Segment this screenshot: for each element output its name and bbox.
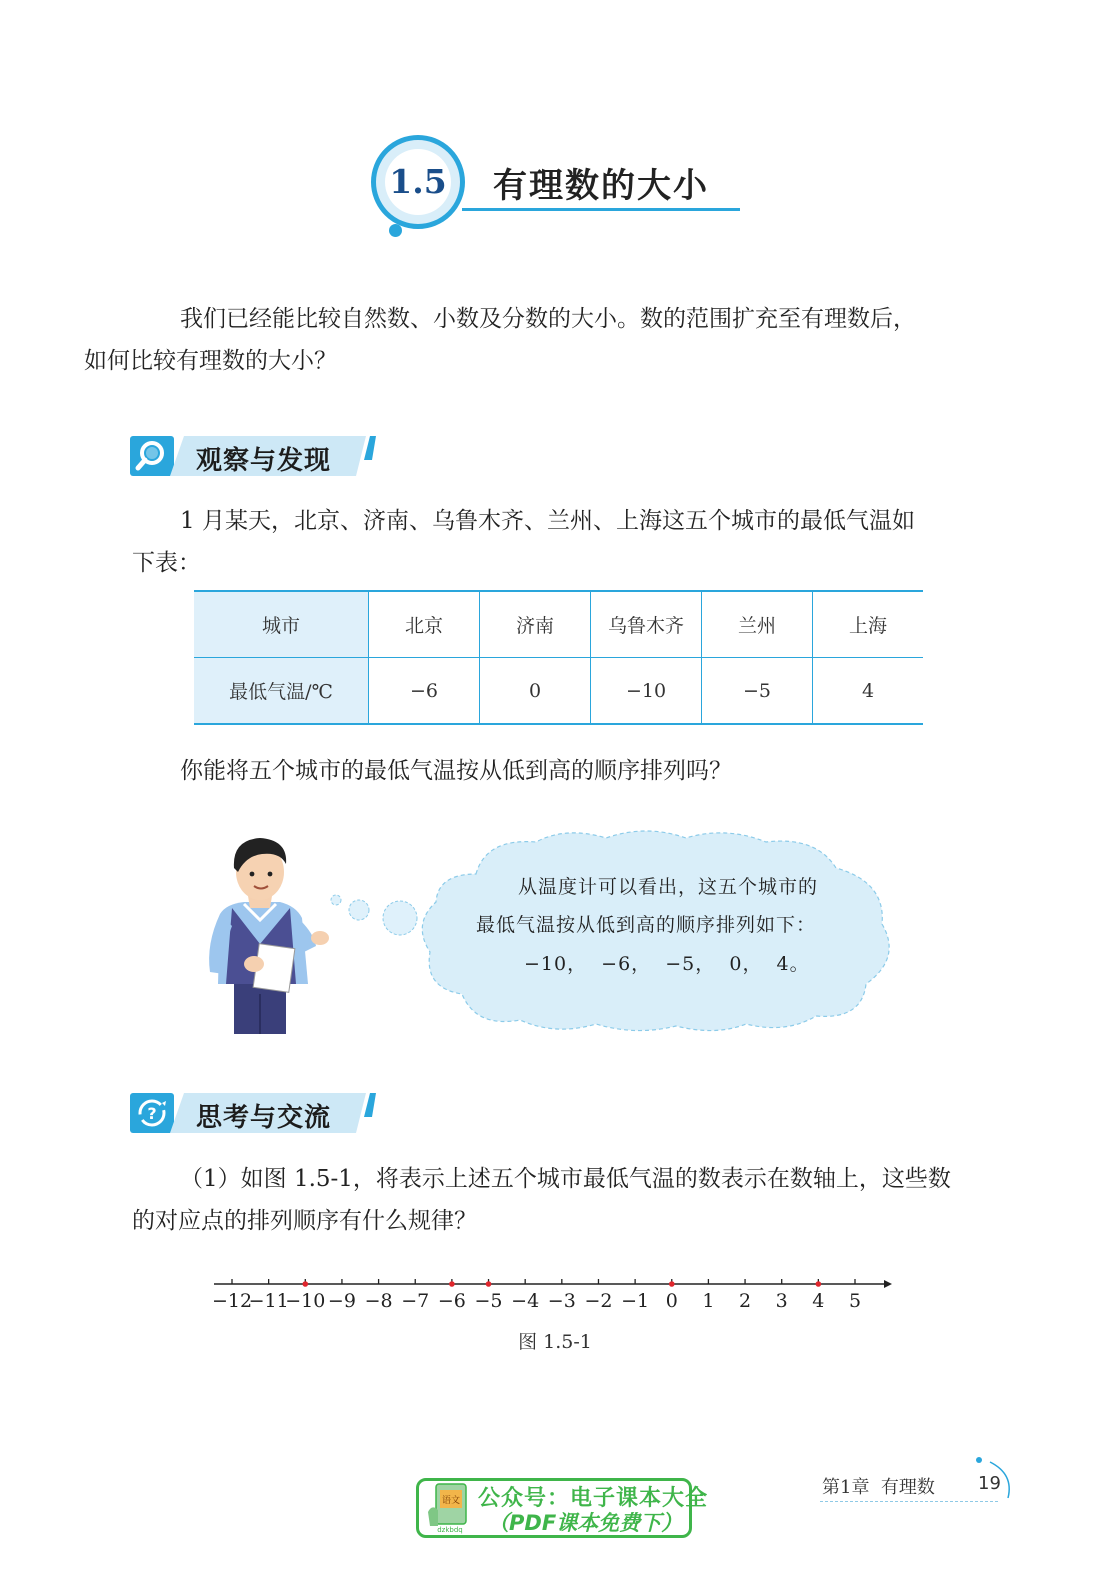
number-line-tick-label: −7 <box>401 1290 430 1312</box>
table-header-temp: 最低气温/℃ <box>194 658 369 725</box>
watermark-icon-caption: dzkbdq <box>437 1526 463 1534</box>
number-line-tick-label: −2 <box>584 1290 613 1312</box>
number-line-tick-label: −12 <box>211 1290 253 1312</box>
number-line-tick-label: −1 <box>621 1290 650 1312</box>
observe-question: 你能将五个城市的最低气温按从低到高的顺序排列吗？ <box>180 758 732 784</box>
number-line-tick-label: 1 <box>702 1290 715 1312</box>
table-cell-temp: −5 <box>702 658 813 725</box>
observe-line-1: 1 月某天，北京、济南、乌鲁木齐、兰州、上海这五个城市的最低气温如 <box>180 508 915 534</box>
footer-arc <box>970 1452 1020 1508</box>
section-dot <box>389 224 402 237</box>
table-cell-city: 乌鲁木齐 <box>591 591 702 658</box>
number-line-tick-label: −8 <box>364 1290 393 1312</box>
think-line-2: 的对应点的排列顺序有什么规律？ <box>132 1208 477 1234</box>
figure-caption: 图 1.5-1 <box>518 1331 592 1353</box>
number-line-tick-label: −6 <box>437 1290 466 1312</box>
speech-line-3: −10， −6， −5， 0， 4。 <box>524 953 810 975</box>
table-cell-city: 北京 <box>369 591 480 658</box>
number-line-arrow <box>884 1280 892 1288</box>
table-cell-city: 上海 <box>813 591 924 658</box>
number-line-tick-label: 2 <box>739 1290 752 1312</box>
section-underline <box>462 208 740 211</box>
think-banner-accent <box>360 1093 376 1133</box>
observe-banner-accent <box>360 436 376 476</box>
watermark-icon-text: 语文 <box>441 1496 461 1506</box>
question-cycle-icon <box>130 1093 174 1133</box>
number-line-tick-label: −4 <box>511 1290 540 1312</box>
number-line-point <box>816 1281 822 1287</box>
observe-icon-box <box>130 436 174 476</box>
number-line-point <box>486 1281 492 1287</box>
number-line-tick-label: 5 <box>848 1290 862 1312</box>
number-line-point <box>449 1281 455 1287</box>
speech-line-1: 从温度计可以看出，这五个城市的 <box>518 876 819 898</box>
table-cell-temp: −10 <box>591 658 702 725</box>
think-label: 思考与交流 <box>196 1103 332 1133</box>
section-number: 1.5 <box>389 162 447 201</box>
observe-label: 观察与发现 <box>196 446 332 476</box>
table-cell-temp: 4 <box>813 658 924 725</box>
section-title: 有理数的大小 <box>493 166 709 206</box>
footer-chapter: 第1章 有理数 <box>822 1477 935 1498</box>
speech-line-2: 最低气温按从低到高的顺序排列如下： <box>476 914 817 936</box>
number-line-tick-label: 0 <box>665 1290 678 1312</box>
number-line-tick-label: −11 <box>248 1290 289 1312</box>
intro-line-2: 如何比较有理数的大小？ <box>84 348 337 374</box>
page-number: 19 <box>978 1473 1001 1494</box>
temperature-table <box>194 590 923 725</box>
student-illustration <box>196 834 336 1034</box>
table-cell-city: 济南 <box>480 591 591 658</box>
observe-paragraph <box>132 500 982 584</box>
think-icon-box <box>130 1093 174 1133</box>
table-cell-temp: 0 <box>480 658 591 725</box>
think-line-1: （1）如图 1.5-1，将表示上述五个城市最低气温的数表示在数轴上，这些数 <box>180 1166 951 1192</box>
number-line-tick-label: −9 <box>327 1290 356 1312</box>
number-line-tick-label: −10 <box>285 1290 326 1312</box>
number-line-point <box>302 1281 308 1287</box>
table-header-city: 城市 <box>194 591 369 658</box>
intro-line-1: 我们已经能比较自然数、小数及分数的大小。数的范围扩充至有理数后， <box>180 306 916 332</box>
magnifier-icon <box>130 436 174 476</box>
watermark-line-1: 公众号：电子课本大全 <box>478 1486 709 1511</box>
table-cell-temp: −6 <box>369 658 480 725</box>
number-line-point <box>669 1281 675 1287</box>
number-line-tick-label: −5 <box>474 1290 503 1312</box>
observe-line-2: 下表： <box>132 550 201 576</box>
intro-paragraph <box>84 298 982 382</box>
number-line-tick-label: 3 <box>775 1290 788 1312</box>
number-line-tick-label: 4 <box>812 1290 825 1312</box>
table-row-temps <box>194 658 923 725</box>
book-phone-icon <box>424 1482 474 1534</box>
watermark-line-2: （PDF课本免费下） <box>488 1511 683 1535</box>
number-line-tick-label: −3 <box>547 1290 576 1312</box>
table-row-cities <box>194 591 923 658</box>
think-paragraph <box>132 1158 982 1242</box>
table-cell-city: 兰州 <box>702 591 813 658</box>
svg-text:?: ? <box>147 1104 157 1123</box>
